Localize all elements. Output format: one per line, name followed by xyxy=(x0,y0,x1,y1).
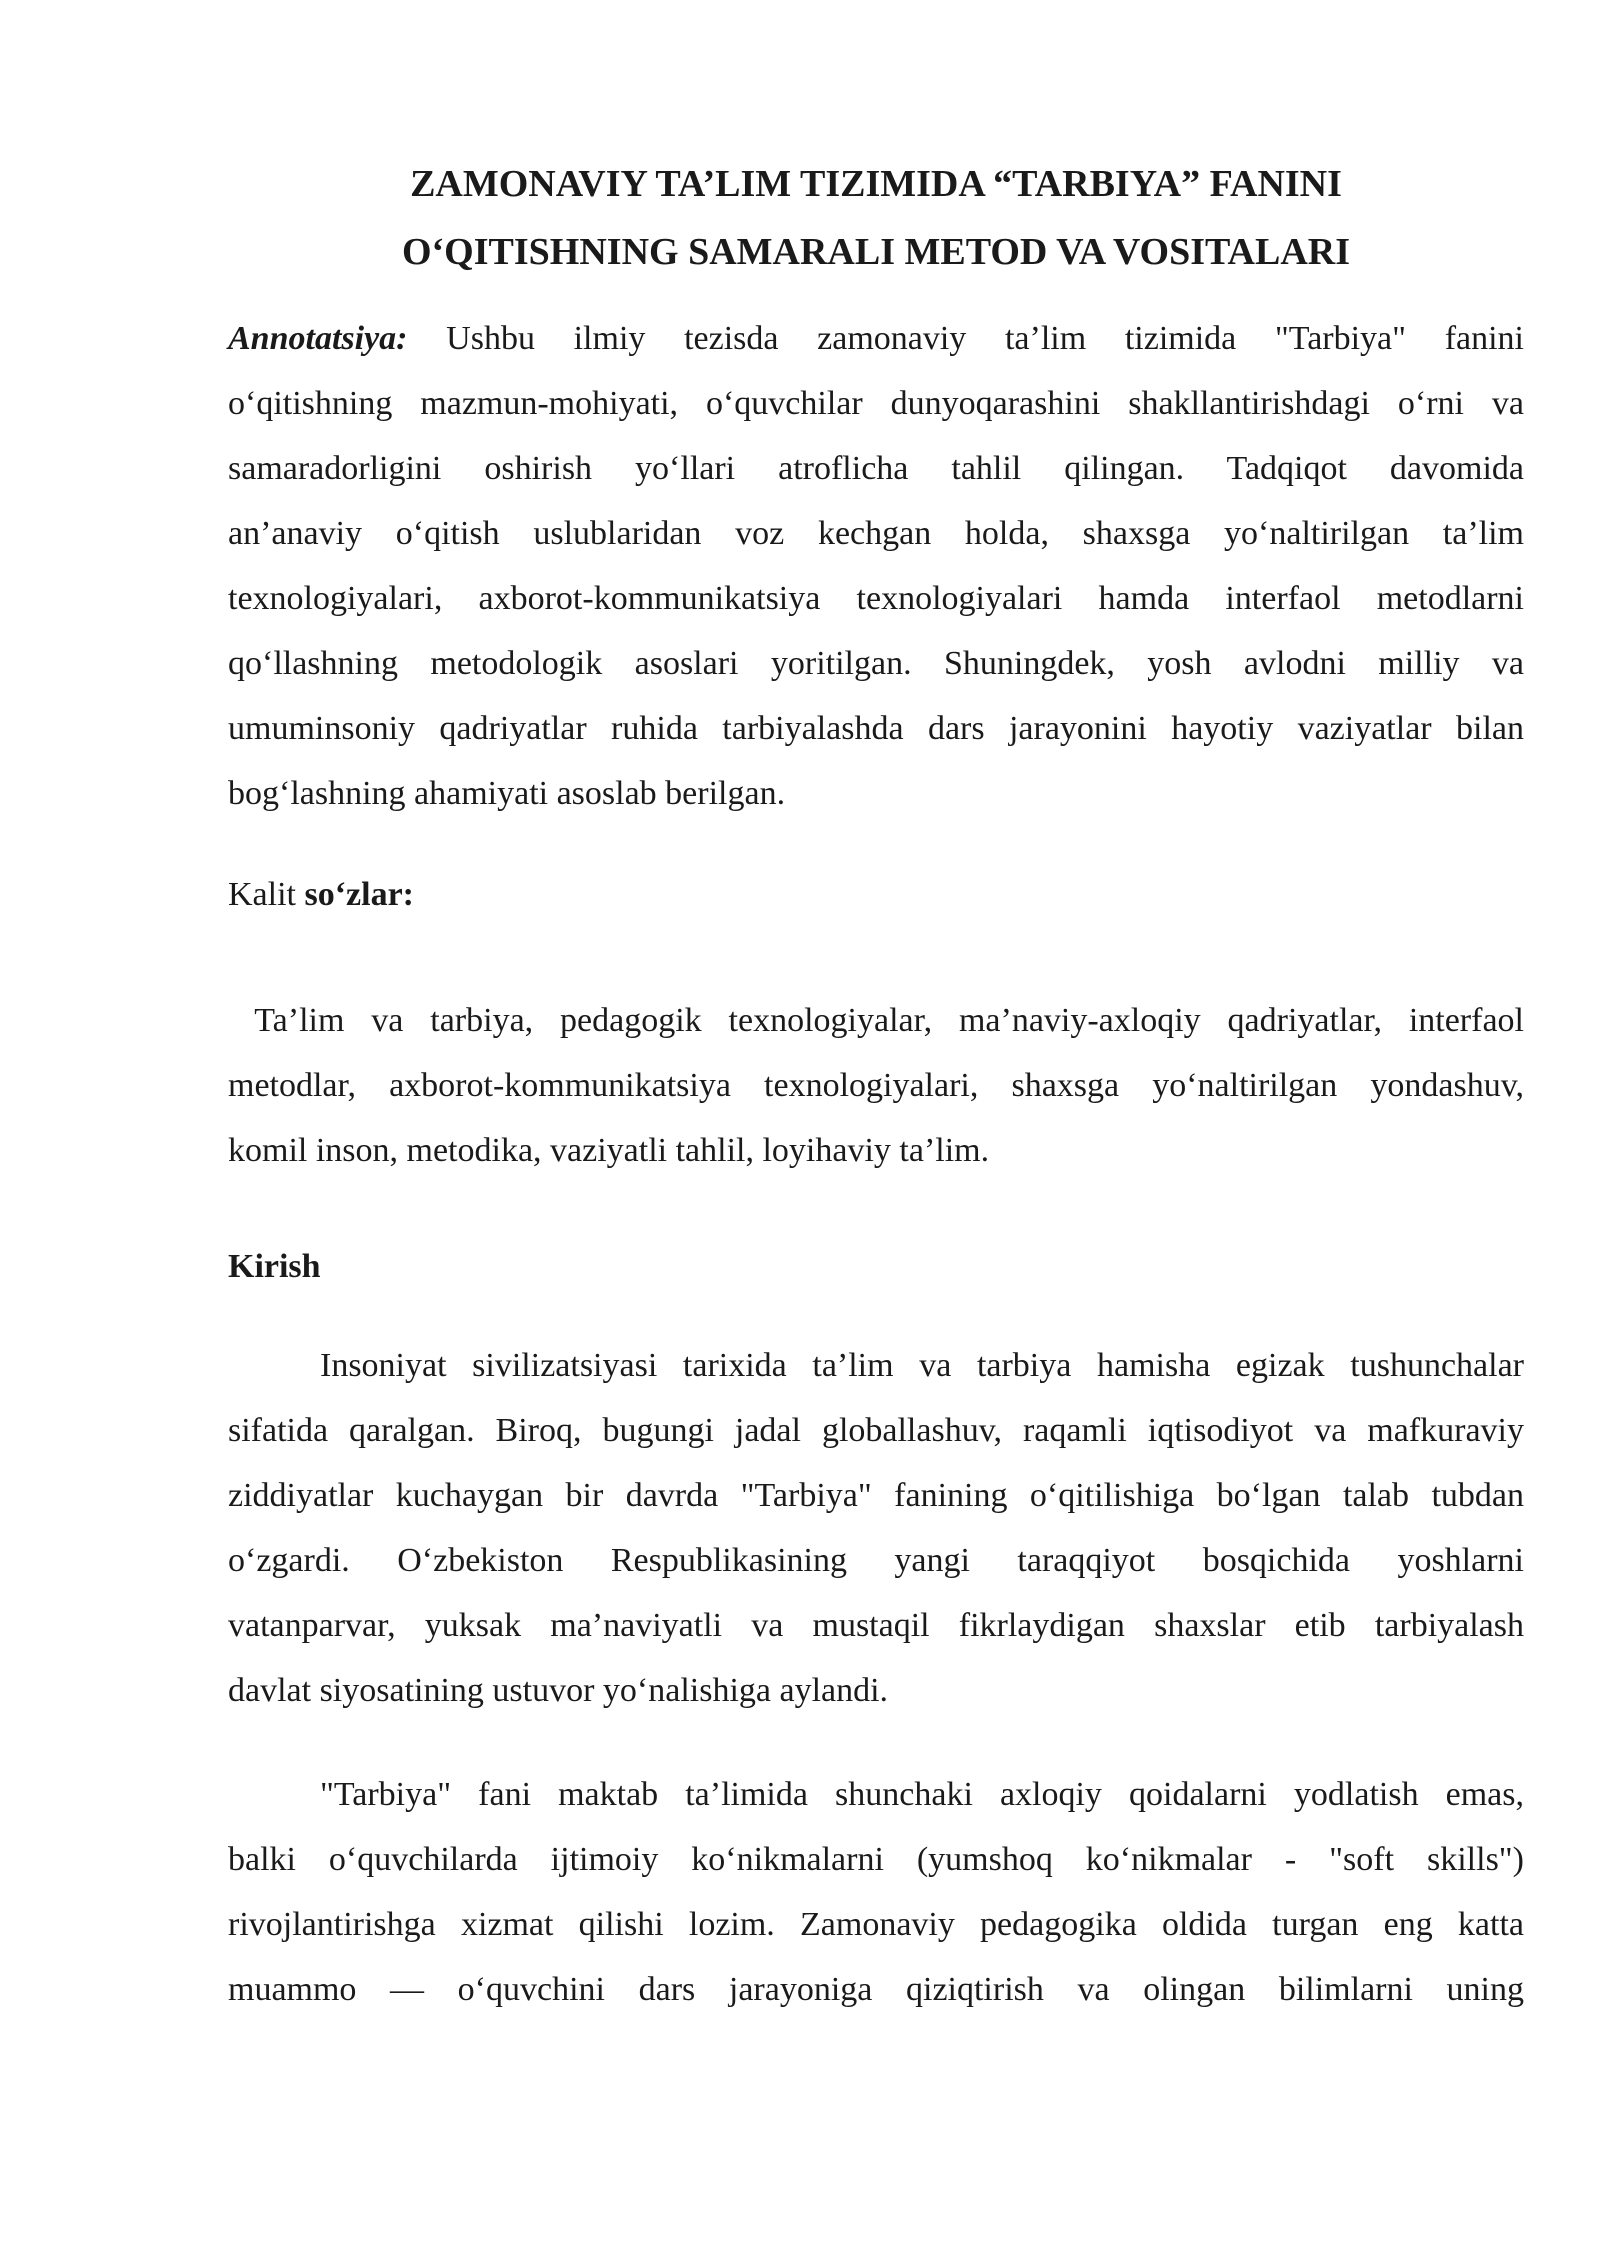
keywords-line: Ta’lim va tarbiya, pedagogik texnologiyalar, ma’naviy-axloqiy qadriyatlar, interfaol xyxy=(228,1002,1524,1039)
keywords-line: metodlar, axborot-kommunikatsiya texnologiyalari, shaxsga yo‘naltirilgan yondashuv, xyxy=(228,1067,1524,1104)
intro-line: muammo — o‘quvchini dars jarayoniga qiziqtirish va olingan bilimlarni uning xyxy=(228,1971,1524,2008)
annotation-paragraph xyxy=(228,306,1524,826)
section-heading-intro: Kirish xyxy=(228,1248,321,1285)
annotation-line: samaradorligini oshirish yo‘llari atroflicha tahlil qilingan. Tadqiqot davomida xyxy=(228,450,1524,487)
intro-line: davlat siyosatining ustuvor yo‘nalishiga aylandi. xyxy=(228,1672,889,1709)
title-line-2: O‘QITISHNING SAMARALI METOD VA VOSITALARI xyxy=(401,231,1351,273)
annotation-line: qo‘llashning metodologik asoslari yoritilgan. Shuningdek, yosh avlodni milliy va xyxy=(228,645,1524,682)
keywords-label: Kalit so‘zlar: xyxy=(228,876,414,913)
annotation-line: texnologiyalari, axborot-kommunikatsiya texnologiyalari hamda interfaol metodlarni xyxy=(228,580,1524,617)
annotation-line: umuminsoniy qadriyatlar ruhida tarbiyalashda dars jarayonini hayotiy vaziyatlar bilan xyxy=(228,710,1524,747)
intro-line: o‘zgardi. O‘zbekiston Respublikasining yangi taraqqiyot bosqichida yoshlarni xyxy=(228,1542,1524,1579)
intro-line: ziddiyatlar kuchaygan bir davrda "Tarbiya" fanining o‘qitilishiga bo‘lgan talab tubdan xyxy=(228,1477,1524,1514)
annotation-line: o‘qitishning mazmun-mohiyati, o‘quvchilar dunyoqarashini shakllantirishdagi o‘rni va xyxy=(228,385,1524,422)
annotation-label: Annotatsiya: xyxy=(228,320,408,357)
intro-line: rivojlantirishga xizmat qilishi lozim. Zamonaviy pedagogika oldida turgan eng katta xyxy=(228,1906,1524,1943)
intro-line: sifatida qaralgan. Biroq, bugungi jadal globallashuv, raqamli iqtisodiyot va mafkuraviy xyxy=(228,1412,1524,1449)
annotation-line: bog‘lashning ahamiyati asoslab berilgan. xyxy=(228,775,786,812)
title-line-1: ZAMONAVIY TA’LIM TIZIMIDA “TARBIYA” FANINI xyxy=(410,163,1342,205)
keywords-line: komil inson, metodika, vaziyatli tahlil, loyihaviy ta’lim. xyxy=(228,1132,990,1169)
annotation-line: Annotatsiya: Ushbu ilmiy tezisda zamonaviy ta’lim tizimida "Tarbiya" fanini xyxy=(228,320,1524,357)
intro-paragraph-1 xyxy=(228,1333,1524,1723)
intro-line: "Tarbiya" fani maktab ta’limida shunchaki axloqiy qoidalarni yodlatish emas, xyxy=(320,1776,1524,1813)
annotation-line: an’anaviy o‘qitish uslublaridan voz kechgan holda, shaxsga yo‘naltirilgan ta’lim xyxy=(228,515,1524,552)
intro-line: vatanparvar, yuksak ma’naviyatli va mustaqil fikrlaydigan shaxslar etib tarbiyalash xyxy=(228,1607,1524,1644)
intro-paragraph-2 xyxy=(228,1762,1524,2022)
keywords-paragraph xyxy=(228,988,1524,1183)
intro-line: Insoniyat sivilizatsiyasi tarixida ta’lim va tarbiya hamisha egizak tushunchalar xyxy=(320,1347,1524,1384)
document-title xyxy=(228,150,1524,286)
intro-line: balki o‘quvchilarda ijtimoiy ko‘nikmalarni (yumshoq ko‘nikmalar - "soft skills") xyxy=(228,1841,1524,1878)
